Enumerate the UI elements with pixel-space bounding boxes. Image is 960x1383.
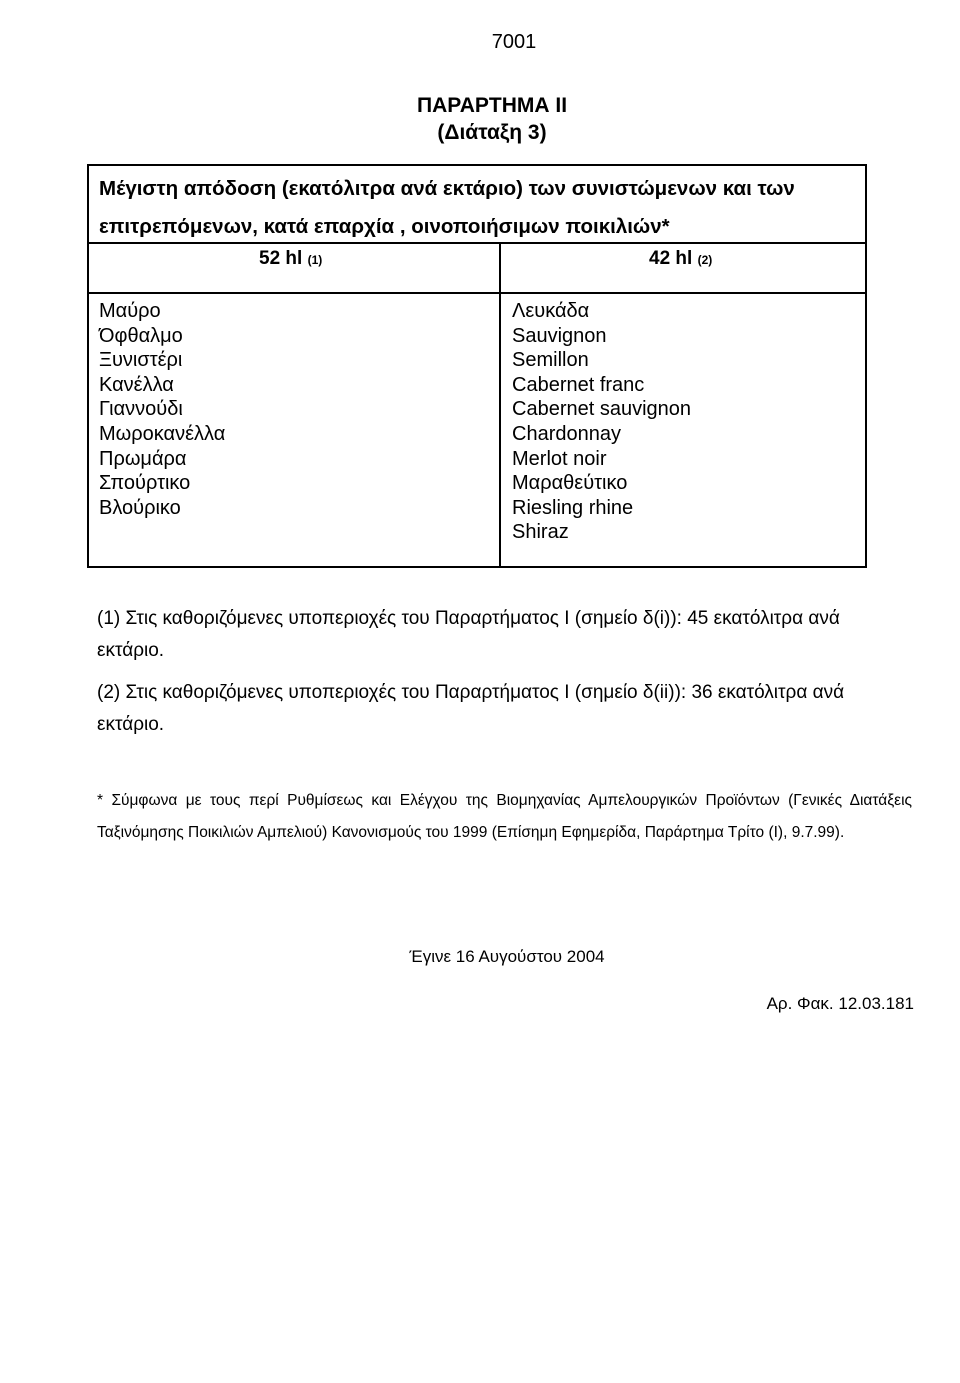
col2-header-note: (2) xyxy=(697,253,713,267)
header-divider xyxy=(89,292,865,294)
file-reference: Αρ. Φακ. 12.03.181 xyxy=(766,994,914,1013)
variety-item: Σπούρτικο xyxy=(99,472,191,495)
yield-table xyxy=(87,164,867,568)
issue-date: Έγινε 16 Αυγούστου 2004 xyxy=(409,947,605,966)
page-number: 7001 xyxy=(491,31,537,53)
variety-item: Βλούρικο xyxy=(99,496,181,519)
variety-item: Semillon xyxy=(512,349,589,372)
col1-header xyxy=(259,248,322,270)
variety-item: Ξυνιστέρι xyxy=(99,349,183,372)
variety-item: Shiraz xyxy=(512,521,569,544)
col2-header xyxy=(649,248,712,270)
table-caption-line-1: Μέγιστη απόδοση (εκατόλιτρα ανά εκτάριο) των συνιστώμενων και των xyxy=(99,177,795,200)
annex-heading xyxy=(0,92,960,146)
col1-variety-list xyxy=(99,299,225,520)
variety-item: Όφθαλμο xyxy=(99,324,183,347)
variety-item: Merlot noir xyxy=(512,447,607,470)
variety-item: Μωροκανέλλα xyxy=(99,422,226,445)
note-2: (2) Στις καθοριζόμενες υποπεριοχές του Παραρτήματος I (σημείο δ(ii)): 36 εκατόλιτρα ανά εκτάριο. xyxy=(97,682,845,735)
col2-header-value: 42 hl xyxy=(649,248,693,269)
notes xyxy=(97,603,912,741)
variety-item: Riesling rhine xyxy=(512,496,634,519)
variety-item: Cabernet franc xyxy=(512,373,645,396)
annex-subtitle: (Διάταξη 3) xyxy=(437,121,547,144)
footnote: * Σύμφωνα με τους περί Ρυθμίσεως και Ελέγχου της Βιομηχανίας Αμπελουργικών Προϊόντων (Γενικές Διατάξεις Ταξινόμησης Ποικιλιών Αμπελιού) Κανονισμούς του 1999 (Επίσημη Εφημερίδα, Παράρτημα Τρίτο (I), 9.7.99). xyxy=(97,792,912,841)
variety-item: Γιαννούδι xyxy=(99,398,183,421)
variety-item: Κανέλλα xyxy=(99,373,174,396)
annex-title: ΠΑΡΑΡΤΗΜΑ II xyxy=(416,94,568,117)
col1-header-value: 52 hl xyxy=(259,248,303,269)
variety-item: Λευκάδα xyxy=(512,300,590,322)
table-caption-line-2: επιτρεπόμενων, κατά επαρχία , οινοποιήσιμων ποικιλιών* xyxy=(99,215,670,238)
col2-variety-list xyxy=(512,299,691,545)
col1-header-note: (1) xyxy=(307,253,323,267)
variety-item: Sauvignon xyxy=(512,324,607,347)
column-divider xyxy=(499,244,501,566)
variety-item: Cabernet sauvignon xyxy=(512,398,692,421)
note-1: (1) Στις καθοριζόμενες υποπεριοχές του Παραρτήματος I (σημείο δ(i)): 45 εκατόλιτρα ανά εκτάριο. xyxy=(97,608,840,661)
variety-item: Μαραθεύτικο xyxy=(512,472,628,495)
caption-divider xyxy=(89,242,865,244)
table-caption xyxy=(99,170,859,246)
variety-item: Chardonnay xyxy=(512,422,621,445)
variety-item: Μαύρο xyxy=(99,300,161,322)
variety-item: Πρωμάρα xyxy=(99,447,187,470)
